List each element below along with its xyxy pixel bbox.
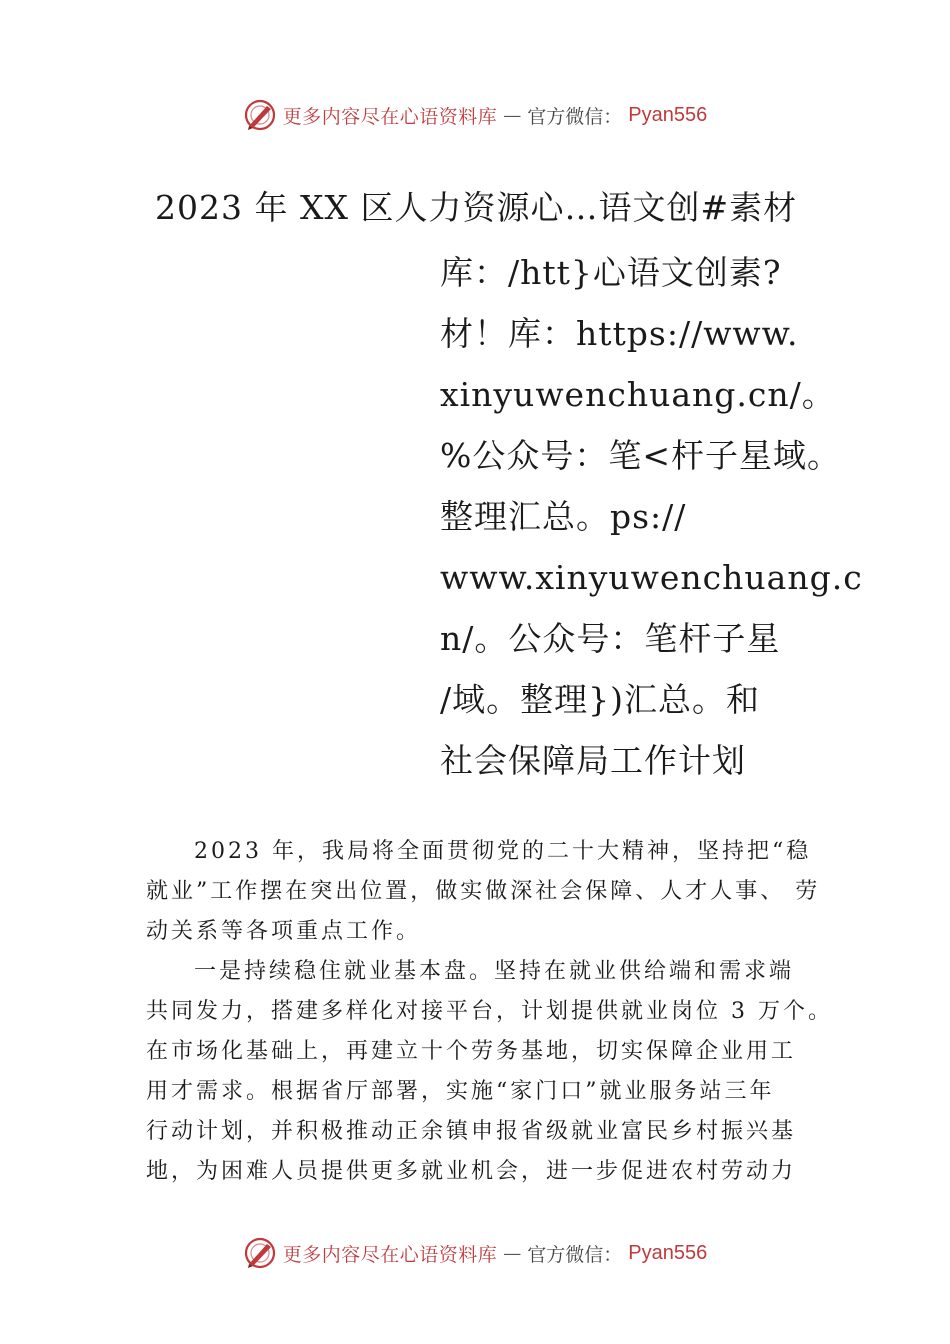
footer-banner xyxy=(0,1233,950,1273)
paragraph-line: 共同发力，搭建多样化对接平台，计划提供就业岗位 3 万个。 xyxy=(146,999,833,1024)
paragraph-line: 一是持续稳住就业基本盘。坚持在就业供给端和需求端 xyxy=(194,959,795,984)
paragraph-line: 2023 年，我局将全面贯彻党的二十大精神，坚持把“稳 xyxy=(194,839,812,864)
brand-name: 更多内容尽在心语资料库 xyxy=(282,1243,498,1266)
title-line: 社会保障局工作计划 xyxy=(440,741,746,780)
title-line: /域。整理})汇总。和 xyxy=(440,680,760,719)
document-body xyxy=(146,832,833,1192)
banner-dash: — xyxy=(503,1242,522,1264)
document-title-continued xyxy=(440,242,863,791)
paragraph-line: 就业”工作摆在突出位置，做实做深社会保障、人才人事、 劳 xyxy=(146,879,821,904)
pen-logo-icon xyxy=(243,1236,277,1270)
document-title-line-1: 2023 年 XX 区人力资源心…语文创#素材 xyxy=(155,188,798,227)
paragraph-line: 行动计划，并积极推动正余镇申报省级就业富民乡村振兴基 xyxy=(146,1119,797,1144)
wechat-id: Pyan556 xyxy=(628,1241,708,1264)
title-line: 材！库：https://www. xyxy=(440,314,799,353)
paragraph-line: 动关系等各项重点工作。 xyxy=(146,919,422,944)
paragraph-line: 在市场化基础上，再建立十个劳务基地，切实保障企业用工 xyxy=(146,1039,797,1064)
paragraph-line: 用才需求。根据省厅部署，实施“家门口”就业服务站三年 xyxy=(146,1079,775,1104)
wechat-label: 官方微信： xyxy=(527,105,623,128)
title-line: www.xinyuwenchuang.c xyxy=(440,558,863,597)
wechat-id: Pyan556 xyxy=(628,103,708,126)
title-line: xinyuwenchuang.cn/。 xyxy=(440,375,836,414)
title-line: 整理汇总。ps:// xyxy=(440,497,687,536)
paragraph-line: 地，为困难人员提供更多就业机会，进一步促进农村劳动力 xyxy=(146,1159,797,1184)
pen-logo-icon xyxy=(243,98,277,132)
wechat-label: 官方微信： xyxy=(527,1243,623,1266)
banner-dash: — xyxy=(503,104,522,126)
title-line: %公众号：笔<杆子星域。 xyxy=(440,436,842,475)
header-banner xyxy=(0,95,950,135)
brand-name: 更多内容尽在心语资料库 xyxy=(282,105,498,128)
title-line: 库：/htt}心语文创素? xyxy=(440,253,782,292)
title-line: n/。公众号：笔杆子星 xyxy=(440,619,781,658)
